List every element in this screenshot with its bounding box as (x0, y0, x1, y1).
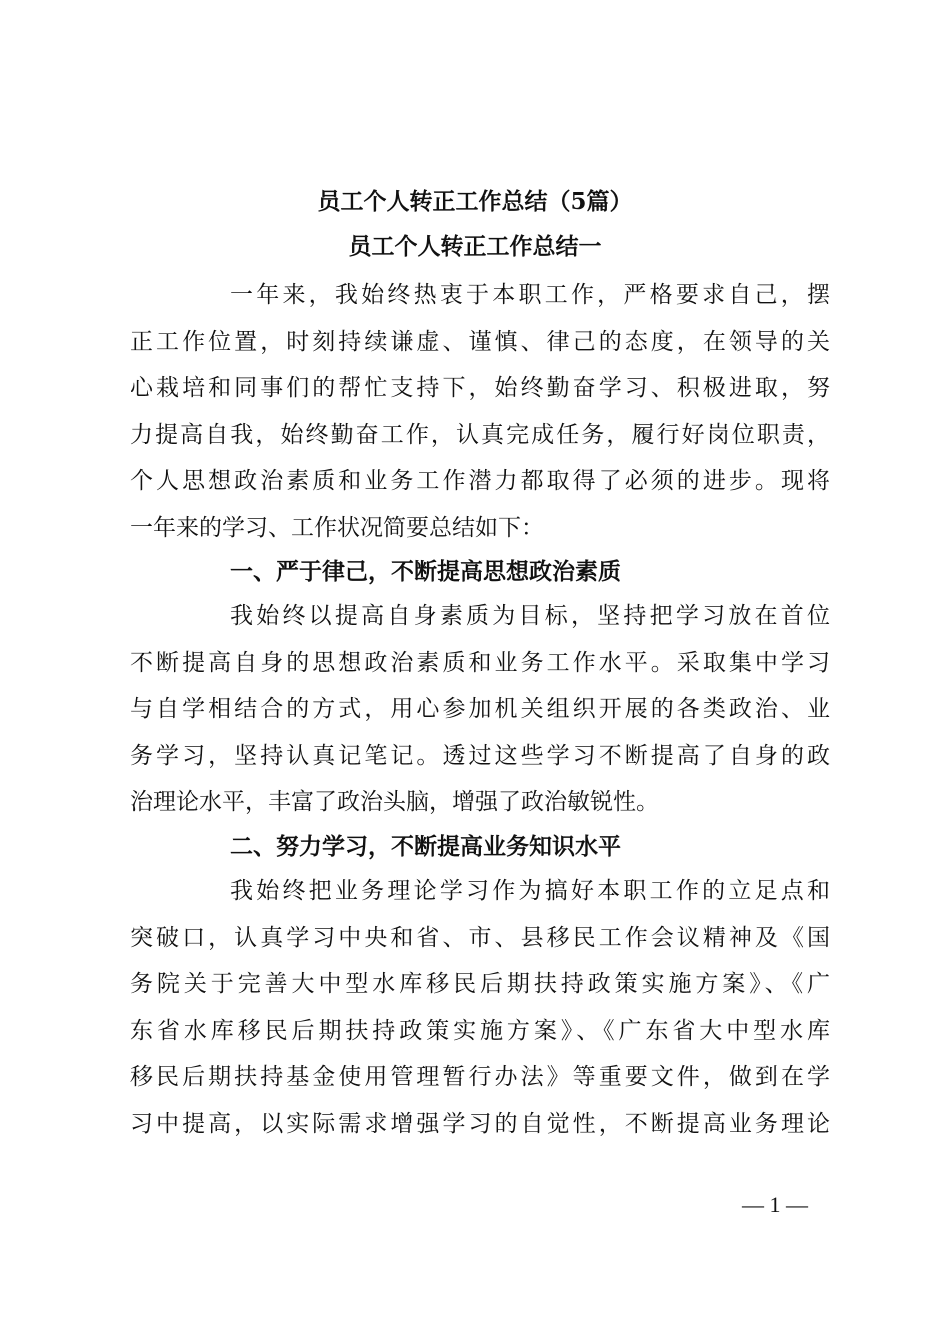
page-number: — 1 — (742, 1192, 808, 1217)
document-title: 员工个人转正工作总结（5篇） (317, 188, 633, 215)
paragraph-line: 不断提高自身的思想政治素质和业务工作水平。采取集中学习 (130, 649, 830, 676)
paragraph-line: 一年来的学习、工作状况简要总结如下： (130, 514, 544, 541)
paragraph-line: 习中提高，以实际需求增强学习的自觉性，不断提高业务理论 (130, 1110, 830, 1137)
document-subtitle: 员工个人转正工作总结一 (348, 233, 602, 260)
paragraph-line: 我始终把业务理论学习作为搞好本职工作的立足点和 (230, 878, 830, 904)
paragraph-line: 突破口，认真学习中央和省、市、县移民工作会议精神及《国 (130, 924, 830, 951)
paragraph-line: 治理论水平，丰富了政治头脑，增强了政治敏锐性。 (130, 789, 659, 815)
paragraph-line: 力提高自我，始终勤奋工作，认真完成任务，履行好岗位职责， (130, 421, 830, 448)
paragraph-line: 正工作位置，时刻持续谦虚、谨慎、律己的态度，在领导的关 (130, 328, 830, 355)
section-heading-1: 一、严于律己，不断提高思想政治素质 (230, 558, 621, 585)
intro-paragraph (130, 280, 830, 559)
paragraph-line: 我始终以提高自身素质为目标，坚持把学习放在首位 (230, 603, 830, 629)
section-2-paragraph (130, 876, 830, 1155)
paragraph-line: 东省水库移民后期扶持政策实施方案》、《广东省大中型水库 (130, 1017, 830, 1044)
paragraph-line: 一年来，我始终热衷于本职工作，严格要求自己，摆 (230, 282, 830, 308)
paragraph-line: 与自学相结合的方式，用心参加机关组织开展的各类政治、业 (130, 696, 830, 722)
paragraph-line: 个人思想政治素质和业务工作潜力都取得了必须的进步。现将 (130, 468, 830, 494)
section-heading-2: 二、努力学习，不断提高业务知识水平 (230, 833, 621, 860)
paragraph-line: 务学习，坚持认真记笔记。透过这些学习不断提高了自身的政 (130, 742, 830, 769)
paragraph-line: 务院关于完善大中型水库移民后期扶持政策实施方案》、《广 (130, 971, 830, 997)
paragraph-line: 心栽培和同事们的帮忙支持下，始终勤奋学习、积极进取，努 (130, 375, 830, 401)
section-1-paragraph (130, 601, 830, 834)
paragraph-line: 移民后期扶持基金使用管理暂行办法》等重要文件，做到在学 (130, 1064, 830, 1090)
